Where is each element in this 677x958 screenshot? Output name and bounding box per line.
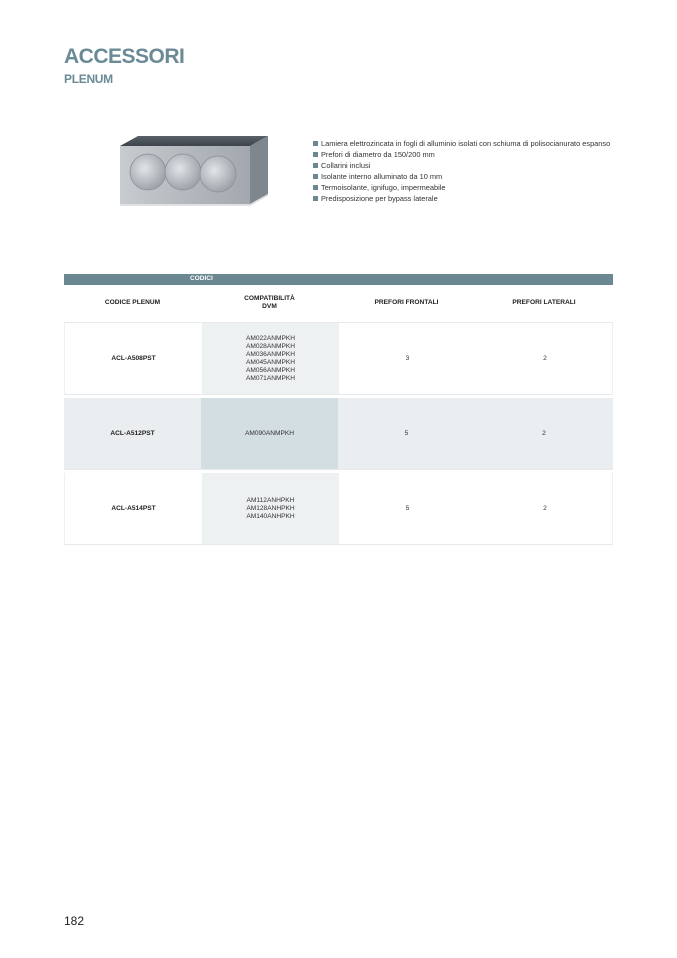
cell-code: ACL-A508PST — [111, 355, 156, 362]
feature-item: Termoisolante, ignifugo, impermeabile — [313, 182, 610, 193]
feature-item: Predisposizione per bypass laterale — [313, 193, 610, 204]
square-bullet-icon — [313, 141, 318, 146]
cell-code: ACL-A514PST — [111, 505, 156, 512]
header-front: PREFORI FRONTALI — [374, 298, 439, 306]
square-bullet-icon — [313, 196, 318, 201]
cell-front: 3 — [405, 355, 410, 362]
table-row — [64, 398, 613, 470]
header-code: CODICE PLENUM — [104, 298, 161, 306]
cell-side: 2 — [543, 505, 547, 512]
feature-item: Isolante interno alluminato da 10 mm — [313, 171, 610, 182]
cell-code: ACL-A512PST — [110, 430, 155, 437]
square-bullet-icon — [313, 152, 318, 157]
table-band-label: CODICI — [190, 275, 213, 282]
header-compat: COMPATIBILITÀ DVM — [244, 294, 295, 310]
page-subtitle: PLENUM — [64, 72, 113, 86]
cell-front: 5 — [405, 505, 410, 512]
feature-list — [313, 138, 610, 204]
cell-compat: AM112ANHPKH AM128ANHPKH AM140ANHPKH — [202, 473, 339, 544]
header-side: PREFORI LATERALI — [512, 298, 576, 306]
table-row — [64, 473, 613, 545]
table-band — [64, 274, 613, 285]
cell-side: 2 — [543, 355, 547, 362]
plenum-box-illustration — [116, 134, 276, 214]
page-title: ACCESSORI — [64, 45, 185, 68]
table-header — [64, 285, 613, 320]
square-bullet-icon — [313, 163, 318, 168]
page-number: 182 — [64, 914, 85, 928]
feature-item: Lamiera elettrozincata in fogli di alluminio isolati con schiuma di polisocianurato espanso — [313, 138, 610, 149]
square-bullet-icon — [313, 174, 318, 179]
cell-front: 5 — [404, 430, 409, 437]
cell-side: 2 — [542, 430, 546, 437]
feature-item: Prefori di diametro da 150/200 mm — [313, 149, 610, 160]
square-bullet-icon — [313, 185, 318, 190]
feature-item: Collarini inclusi — [313, 160, 610, 171]
cell-compat: AM090ANMPKH — [201, 398, 338, 469]
table-row — [64, 322, 613, 395]
codes-table — [64, 274, 613, 545]
cell-compat: AM022ANMPKH AM028ANMPKH AM036ANMPKH AM045ANMPKH AM056ANMPKH AM071ANMPKH — [202, 323, 339, 394]
